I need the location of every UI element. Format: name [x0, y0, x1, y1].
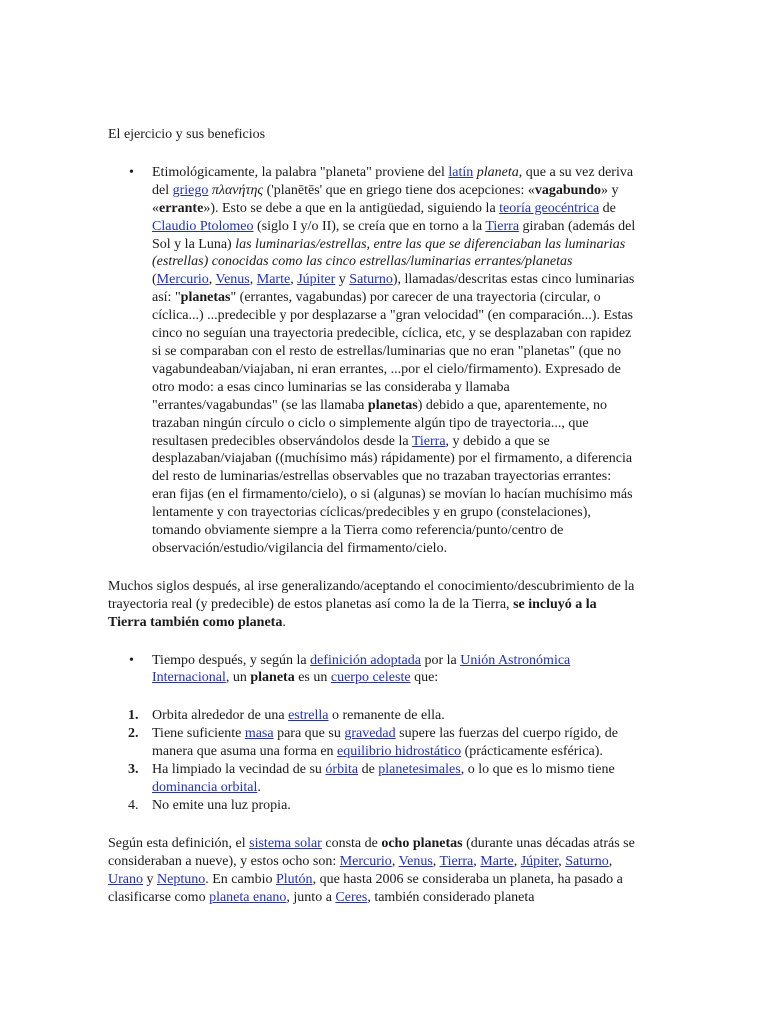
text: , también considerado planeta — [367, 889, 535, 905]
text: , o lo que es lo mismo tiene — [460, 762, 615, 778]
text: ), llamadas/descritas estas cinco luminarias así: " — [152, 272, 635, 306]
text: Tiene suficiente — [152, 726, 245, 742]
text: . — [282, 614, 286, 630]
bold-text: errante — [159, 200, 204, 216]
link-cuerpo-celeste[interactable]: cuerpo celeste — [330, 670, 411, 686]
italic-text: las luminarias/estrellas, entre las que se diferenciaban las luminarias (estrellas) conocidas como las cinco estrellas/luminarias errantes/planetas — [152, 236, 626, 270]
text: , junto a — [286, 889, 336, 905]
link-griego[interactable]: griego — [172, 182, 209, 198]
bold-text: se incluyó a la Tierra también como planeta — [108, 596, 597, 630]
bold-text: planeta — [250, 670, 295, 686]
link-orbita[interactable]: órbita — [325, 762, 359, 778]
link-masa[interactable]: masa — [244, 726, 274, 742]
link-jupiter[interactable]: Júpiter — [520, 853, 559, 869]
link-definicion-adoptada[interactable]: definición adoptada — [310, 652, 421, 668]
text: No emite una luz propia. — [152, 797, 291, 813]
text: Según esta definición, el — [108, 835, 250, 851]
text: consta de — [321, 835, 382, 851]
text: , — [558, 853, 566, 869]
text: de — [599, 200, 616, 216]
text: (prácticamente esférica). — [461, 744, 603, 760]
link-marte[interactable]: Marte — [480, 853, 514, 869]
bullet-icon: • — [129, 164, 134, 180]
text: , — [208, 272, 216, 288]
link-mercurio[interactable]: Mercurio — [339, 853, 392, 869]
link-mercurio[interactable]: Mercurio — [156, 272, 209, 288]
italic-text: πλανήτης — [211, 182, 264, 198]
list-item — [128, 707, 636, 725]
text: , — [249, 272, 257, 288]
text: Orbita alrededor de una — [152, 708, 289, 724]
list-item — [128, 797, 636, 815]
bold-text: planetas — [180, 290, 231, 306]
text: Etimológicamente, la palabra "planeta" proviene del — [152, 164, 449, 180]
list-number: 3. — [128, 762, 139, 778]
text: , que hasta 2006 se consideraba un planeta, ha pasado a clasificarse como — [108, 871, 623, 905]
text: . — [257, 780, 261, 795]
list-item — [129, 164, 636, 558]
link-planeta-enano[interactable]: planeta enano — [209, 889, 287, 905]
link-teoria-geocentrica[interactable]: teoría geocéntrica — [499, 200, 600, 216]
text: que: — [410, 670, 439, 686]
link-pluton[interactable]: Plutón — [275, 871, 313, 887]
text: Ha limpiado la vecindad de su — [152, 762, 326, 778]
text: giraban (además del Sol y la Luna) — [152, 218, 636, 252]
link-urano[interactable]: Urano — [108, 871, 143, 887]
link-planetesimales[interactable]: planetesimales — [378, 762, 461, 778]
document-heading: El ejercicio y sus beneficios — [108, 127, 266, 142]
text: Tiempo después, y según la — [152, 652, 311, 668]
text: supere las fuerzas del cuerpo rígido, de manera que asuma una forma en — [152, 726, 619, 760]
bullet-icon: • — [129, 652, 134, 668]
text: , y debido a que se desplazaban/viajaban ((muchísimo más) rápidamente) por el firmamento, a diferencia del resto de luminarias/estrellas observables que no trazaban trayectorias errantes: eran fijas (en el firmamento/cielo), o si (algunas) se movían lo hacían muchísimo más lentamente y con trayectorias cíclicas/predecibles y en grupo (constelaciones), tomando obviamente siempre a la Tierra como referencia/punto/centro de observación/estudio/vigilancia del firmamento/cielo. — [152, 433, 633, 556]
text: de — [358, 762, 379, 778]
link-marte[interactable]: Marte — [256, 272, 291, 288]
link-tierra[interactable]: Tierra — [485, 218, 520, 234]
text: , que a su vez deriva del — [152, 164, 634, 198]
text: y — [335, 272, 350, 288]
text: Muchos siglos después, al irse generalizando/aceptando el conocimiento/descubrimiento de la trayectoria real (y predecible) de estos planetas así como la de la Tierra, — [108, 578, 635, 612]
link-jupiter[interactable]: Júpiter — [297, 272, 336, 288]
text: y — [143, 871, 157, 887]
link-sistema-solar[interactable]: sistema solar — [249, 835, 322, 851]
text: , un — [225, 670, 251, 686]
text: » y « — [152, 182, 619, 216]
text: es un — [294, 670, 331, 686]
list-number: 4. — [128, 797, 139, 813]
link-latin[interactable]: latín — [448, 164, 474, 180]
text: para que su — [273, 726, 345, 742]
text: , — [608, 853, 613, 869]
link-venus[interactable]: Venus — [398, 853, 433, 869]
list-number: 1. — [128, 708, 139, 724]
text: ('planētēs' que en griego tiene dos acepciones: « — [263, 182, 535, 198]
text: , — [473, 853, 481, 869]
paragraph — [108, 835, 636, 907]
link-tierra[interactable]: Tierra — [439, 853, 474, 869]
text: , — [432, 853, 440, 869]
text: ( — [152, 272, 157, 288]
text: o remanente de ella. — [328, 708, 445, 724]
link-dominancia-orbital[interactable]: dominancia orbital — [152, 780, 258, 795]
text: (durante unas décadas atrás se consideraban a nueve), y estos ocho son: — [108, 835, 635, 869]
link-tierra[interactable]: Tierra — [411, 433, 446, 449]
paragraph — [108, 578, 636, 632]
bold-text: vagabundo — [534, 182, 601, 198]
text: , — [391, 853, 399, 869]
text: (siglo I y/o II), se creía que en torno a la — [253, 218, 486, 234]
text: , — [290, 272, 298, 288]
link-equilibrio-hidrostatico[interactable]: equilibrio hidrostático — [337, 744, 462, 760]
link-claudio-ptolomeo[interactable]: Claudio Ptolomeo — [152, 218, 254, 234]
bold-text: planetas — [367, 397, 418, 413]
list-number: 2. — [128, 726, 139, 742]
list-item — [128, 725, 636, 761]
list-item — [129, 652, 636, 688]
link-ceres[interactable]: Ceres — [335, 889, 368, 905]
bold-text: ocho planetas — [381, 835, 463, 851]
link-neptuno[interactable]: Neptuno — [157, 871, 206, 887]
criteria-list — [108, 707, 636, 814]
text: »). Esto se debe a que en la antigüedad, siguiendo la — [203, 200, 500, 216]
link-gravedad[interactable]: gravedad — [344, 726, 396, 742]
document-page — [108, 126, 636, 926]
text: " (errantes, vagabundas) por carecer de una trayectoria (circular, o cíclica...) ...predecible y por desplazarse a "gran velocidad" (en comparación...). Estas cinco no seguían una trayectoria predecible, cíclica, etc, y se desplazaban con rapidez si se comparaban con el resto de estrellas/luminarias que no eran "planetas" (que no vagabundeaban/viajaban, ni eran errantes, ...por el cielo/firmamento). Expresado de otro modo: a esas cinco luminarias se las consideraba y llamaba "errantes/vagabundas" (se las llamaba — [152, 290, 633, 413]
italic-text: planeta — [476, 164, 519, 180]
text: , — [513, 853, 521, 869]
etymology-list — [108, 164, 636, 558]
link-saturno[interactable]: Saturno — [565, 853, 609, 869]
list-item — [128, 761, 636, 797]
text: . En cambio — [205, 871, 276, 887]
link-saturno[interactable]: Saturno — [349, 272, 393, 288]
link-estrella[interactable]: estrella — [288, 708, 329, 724]
link-union-astronomica[interactable]: Unión Astronómica Internacional — [152, 652, 571, 686]
text: ) debido a que, aparentemente, no trazaban ningún círculo o ciclo o simplemente algún tipo de trayectoria..., que resultasen predecibles observándolos desde la — [152, 397, 608, 449]
text: por la — [420, 652, 461, 668]
definition-list — [108, 652, 636, 688]
link-venus[interactable]: Venus — [215, 272, 250, 288]
